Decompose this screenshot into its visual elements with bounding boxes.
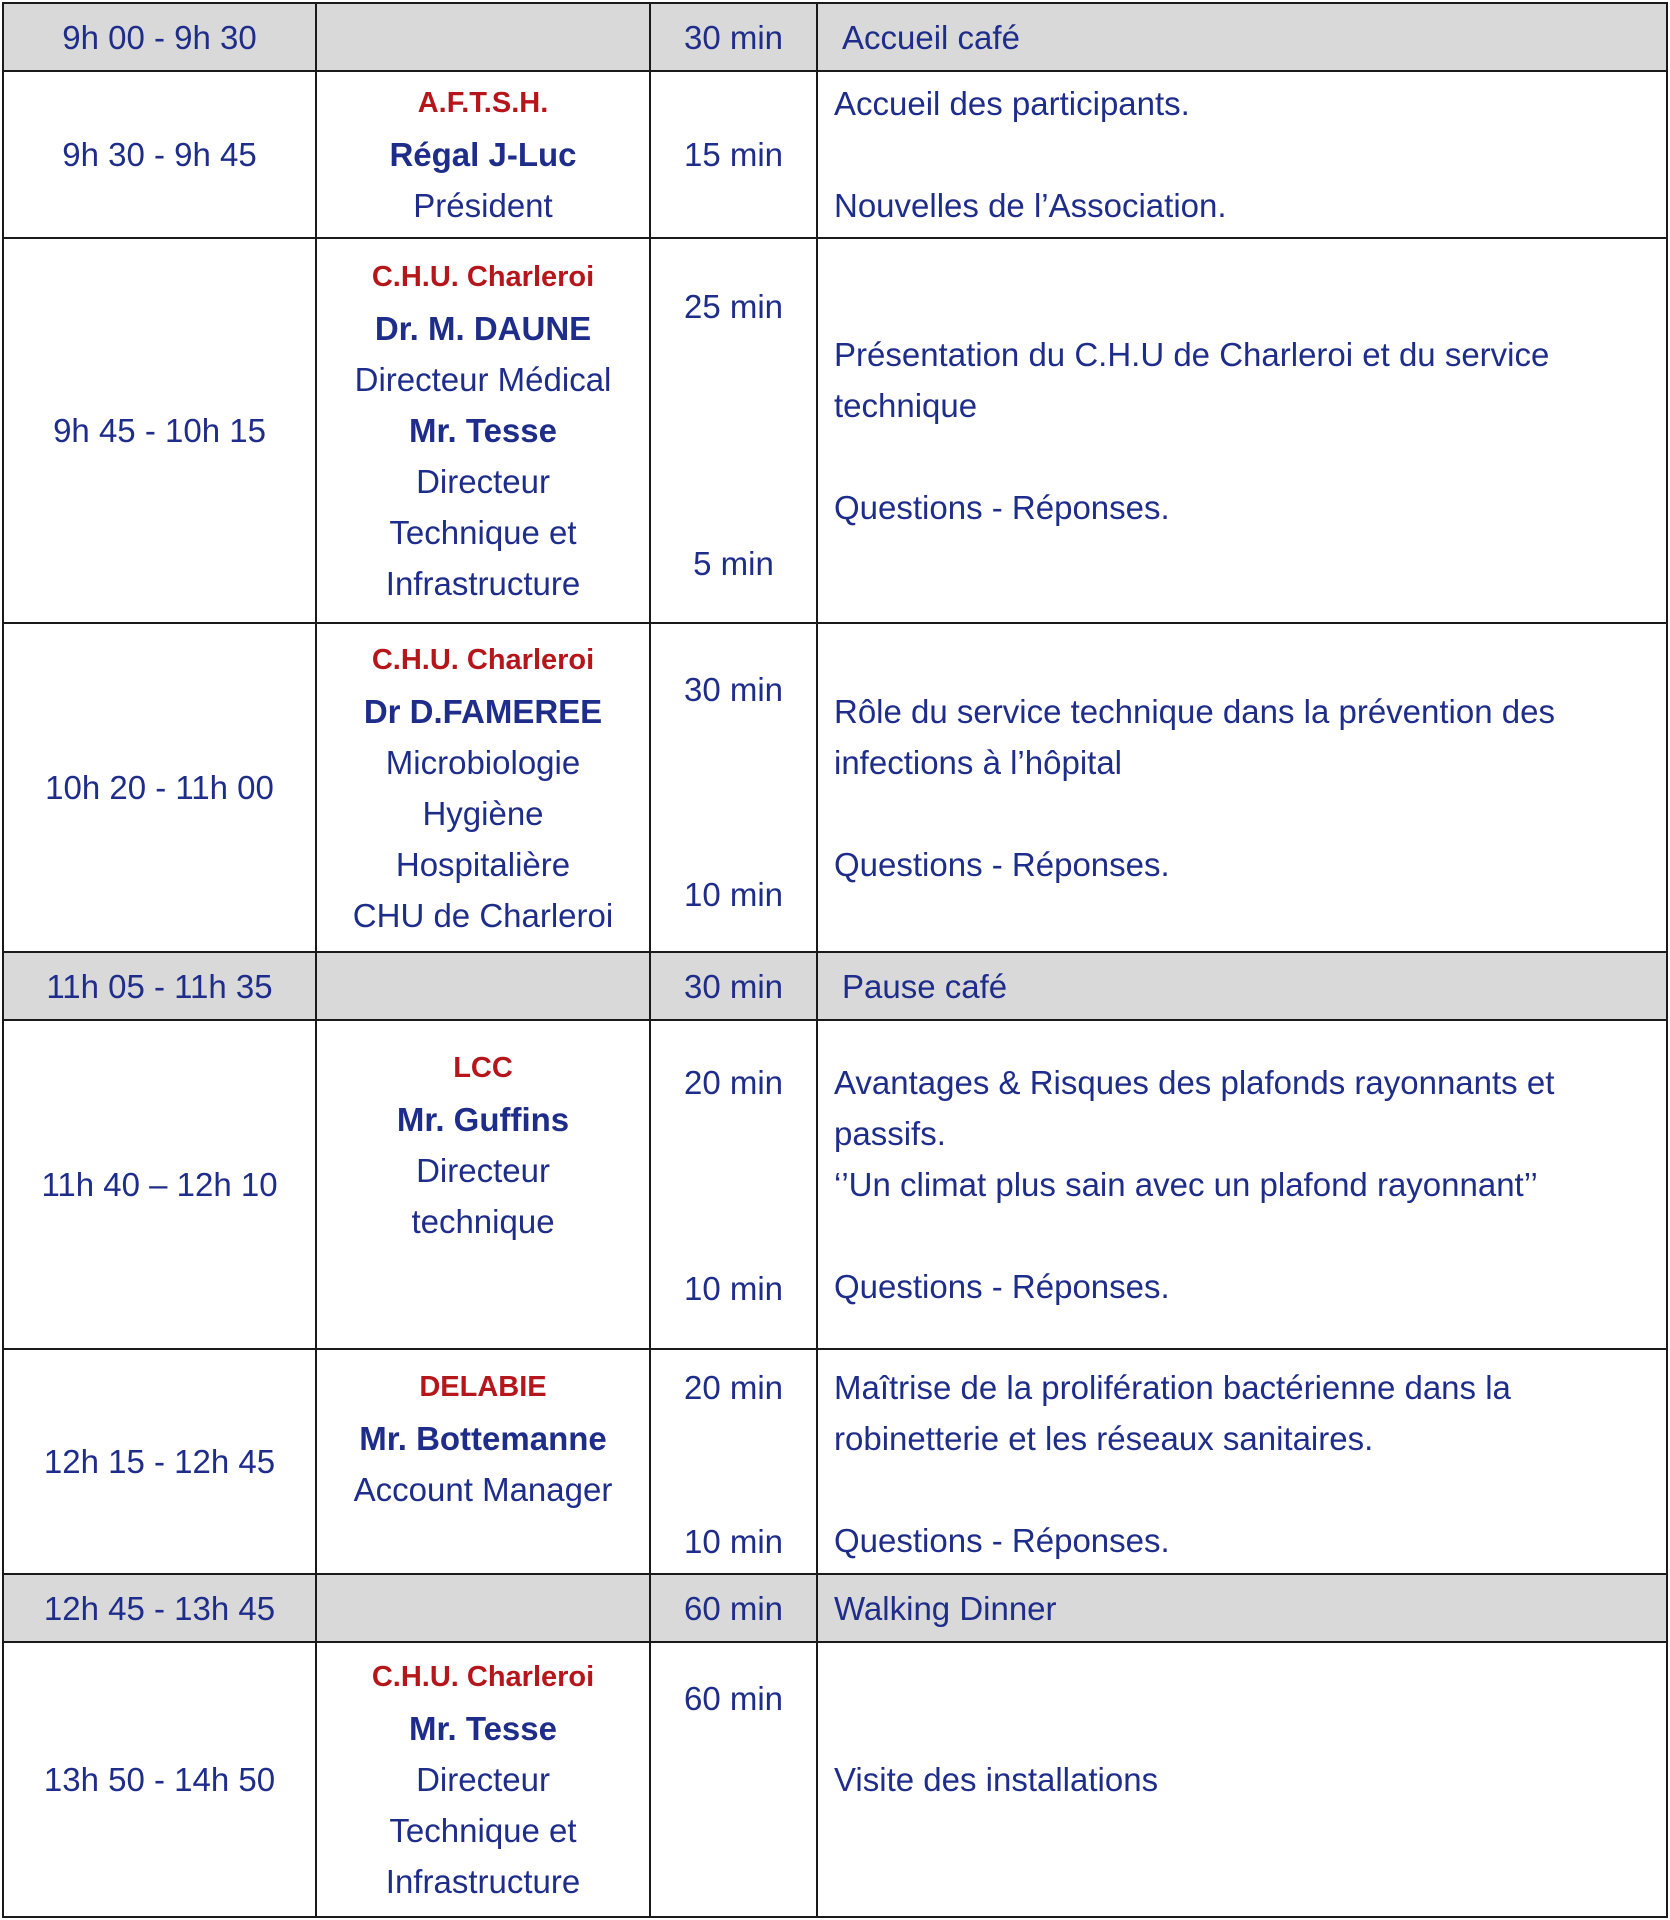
- speaker-cell: [316, 623, 650, 952]
- topic-line: Présentation du C.H.U de Charleroi et du service: [834, 335, 1550, 373]
- qa-line: Questions - Réponses.: [834, 1268, 1170, 1305]
- table-row: [3, 952, 1667, 1020]
- speaker-name: Dr D.FAMEREE: [363, 692, 603, 730]
- table-row: [3, 1020, 1667, 1349]
- speaker-role: Directeur: [416, 1152, 550, 1189]
- duration-talk: 30 min: [683, 671, 784, 708]
- time-cell: 13h 50 - 14h 50: [3, 1642, 316, 1917]
- qa-line: Questions - Réponses.: [834, 488, 1170, 526]
- topic-line: Rôle du service technique dans la prévention des: [834, 692, 1555, 730]
- time-cell: 9h 00 - 9h 30: [3, 3, 316, 71]
- table-row: [3, 238, 1667, 623]
- speaker-role: Directeur Médical: [354, 361, 612, 398]
- qa-line: Questions - Réponses.: [834, 845, 1170, 883]
- time-cell: 11h 40 – 12h 10: [3, 1020, 316, 1349]
- duration-cell: 30 min: [650, 952, 817, 1020]
- speaker-role: Technique et: [389, 1812, 577, 1849]
- speaker-name: Mr. Guffins: [396, 1101, 570, 1138]
- time-cell: 10h 20 - 11h 00: [3, 623, 316, 952]
- duration-qa: 5 min: [693, 545, 774, 582]
- speaker-role: Directeur: [416, 1761, 550, 1798]
- speaker-name: Dr. M. DAUNE: [374, 310, 592, 347]
- duration-cell: 15 min: [650, 71, 817, 238]
- speaker-cell: [316, 71, 650, 238]
- table-row: [3, 71, 1667, 238]
- table-row: [3, 3, 1667, 71]
- topic-cell: [817, 623, 1667, 952]
- speaker-organization: C.H.U. Charleroi: [371, 1661, 595, 1693]
- speaker-role: Microbiologie: [385, 743, 581, 781]
- speaker-cell: [316, 1642, 650, 1917]
- table-row: [3, 1349, 1667, 1574]
- duration-cell: 60 min: [650, 1574, 817, 1642]
- speaker-role: Infrastructure: [385, 565, 581, 602]
- speaker-cell: [316, 1020, 650, 1349]
- speaker-role: Account Manager: [353, 1471, 613, 1508]
- topic-cell: Visite des installations: [817, 1642, 1667, 1917]
- speaker-role: Technique et: [389, 514, 577, 551]
- topic-line: Accueil des participants.: [834, 85, 1190, 122]
- table-row: [3, 623, 1667, 952]
- duration-cell: 60 min: [650, 1642, 817, 1917]
- qa-line: Questions - Réponses.: [834, 1522, 1170, 1559]
- speaker-role: Directeur: [416, 463, 550, 500]
- duration-qa: 10 min: [683, 1523, 784, 1560]
- topic-cell: Walking Dinner: [817, 1574, 1667, 1642]
- speaker-cell: [316, 3, 650, 71]
- speaker-organization: LCC: [453, 1052, 513, 1084]
- duration-cell: 30 min: [650, 3, 817, 71]
- speaker-organization: DELABIE: [419, 1371, 547, 1403]
- duration-qa: 10 min: [683, 1270, 784, 1307]
- speaker-role: Infrastructure: [385, 1863, 581, 1900]
- topic-cell: [817, 1349, 1667, 1574]
- duration-talk: 20 min: [683, 1369, 784, 1406]
- topic-cell: Pause café: [817, 952, 1667, 1020]
- topic-cell: Accueil café: [817, 3, 1667, 71]
- speaker-role: Hygiène: [422, 794, 544, 832]
- time-cell: 11h 05 - 11h 35: [3, 952, 316, 1020]
- speaker-role: Président: [413, 187, 553, 224]
- topic-cell: [817, 238, 1667, 623]
- speaker-organization: C.H.U. Charleroi: [371, 643, 595, 676]
- time-cell: 9h 30 - 9h 45: [3, 71, 316, 238]
- speaker-role: CHU de Charleroi: [352, 896, 614, 934]
- duration-cell: [650, 1020, 817, 1349]
- speaker-name: Mr. Tesse: [409, 412, 557, 449]
- topic-line: ‘’Un climat plus sain avec un plafond rayonnant’’: [834, 1166, 1538, 1203]
- speaker-name: Régal J-Luc: [389, 136, 577, 173]
- time-cell: 9h 45 - 10h 15: [3, 238, 316, 623]
- topic-line: Nouvelles de l’Association.: [834, 187, 1227, 224]
- topic-line: technique: [834, 386, 978, 424]
- schedule-table: [2, 2, 1668, 1918]
- duration-cell: [650, 238, 817, 623]
- duration-talk: 25 min: [683, 288, 784, 325]
- time-cell: 12h 15 - 12h 45: [3, 1349, 316, 1574]
- time-cell: 12h 45 - 13h 45: [3, 1574, 316, 1642]
- speaker-cell: [316, 238, 650, 623]
- speaker-name: Mr. Bottemanne: [359, 1420, 607, 1457]
- topic-line: infections à l’hôpital: [834, 743, 1123, 781]
- speaker-cell: [316, 952, 650, 1020]
- topic-line: Avantages & Risques des plafonds rayonnants et: [834, 1064, 1555, 1101]
- topic-line: passifs.: [834, 1115, 946, 1152]
- topic-cell: [817, 1020, 1667, 1349]
- table-row: [3, 1574, 1667, 1642]
- duration-qa: 10 min: [683, 876, 784, 913]
- speaker-cell: [316, 1349, 650, 1574]
- topic-line: robinetterie et les réseaux sanitaires.: [834, 1420, 1374, 1457]
- duration-talk: 20 min: [683, 1064, 784, 1101]
- duration-cell: [650, 1349, 817, 1574]
- topic-cell: [817, 71, 1667, 238]
- speaker-cell: [316, 1574, 650, 1642]
- table-row: [3, 1642, 1667, 1917]
- speaker-role: technique: [411, 1203, 555, 1240]
- speaker-name: Mr. Tesse: [409, 1710, 557, 1747]
- speaker-organization: C.H.U. Charleroi: [371, 261, 595, 293]
- duration-cell: [650, 623, 817, 952]
- topic-line: Maîtrise de la prolifération bactérienne dans la: [834, 1369, 1511, 1406]
- speaker-role: Hospitalière: [395, 845, 571, 883]
- speaker-organization: A.F.T.S.H.: [417, 87, 549, 119]
